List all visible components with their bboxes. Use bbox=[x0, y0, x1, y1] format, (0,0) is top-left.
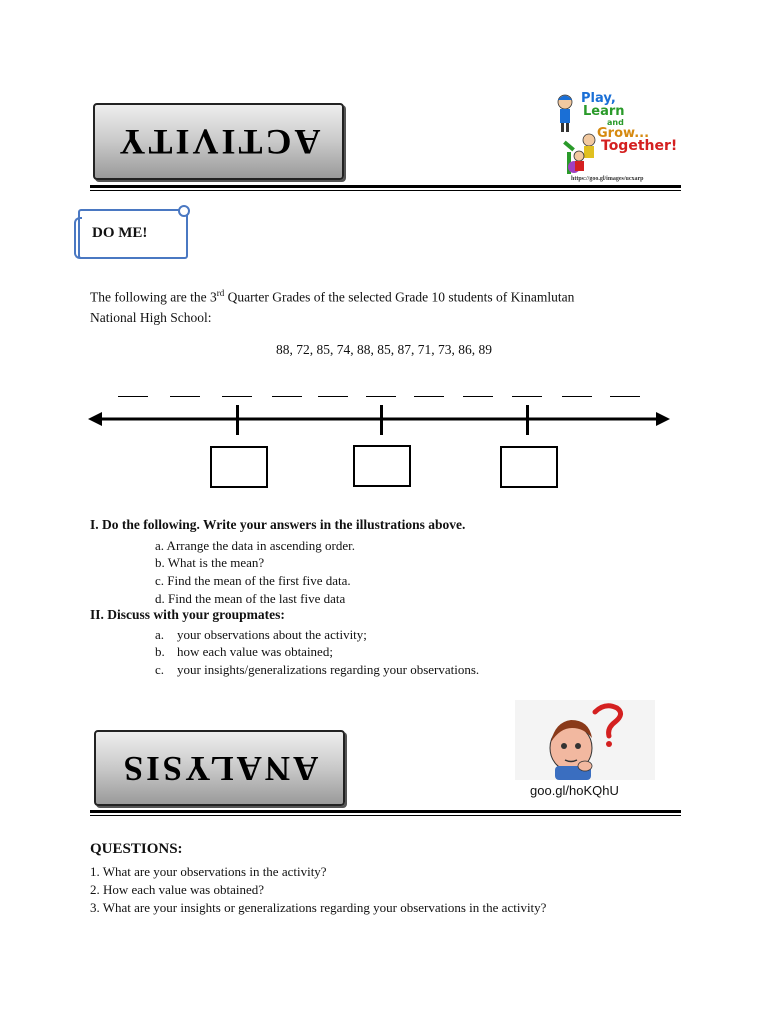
do-me-label: DO ME! bbox=[92, 225, 148, 241]
answer-blank[interactable] bbox=[512, 396, 542, 397]
answer-blank[interactable] bbox=[118, 396, 148, 397]
part1-heading: I. Do the following. Write your answers in the illustrations above. bbox=[90, 517, 466, 532]
part1-item: b. What is the mean? bbox=[155, 555, 265, 570]
intro-paragraph bbox=[90, 283, 690, 328]
question-item: 2. How each value was obtained? bbox=[90, 882, 264, 897]
answer-blank[interactable] bbox=[318, 396, 348, 397]
logo-text-together: Together! bbox=[601, 138, 678, 154]
analysis-image bbox=[515, 700, 655, 780]
part2-item-marker: a. bbox=[155, 627, 165, 642]
part1-item: c. Find the mean of the first five data. bbox=[155, 573, 351, 588]
activity-rule bbox=[90, 185, 681, 188]
answer-box[interactable] bbox=[210, 446, 268, 488]
answer-box[interactable] bbox=[353, 445, 411, 487]
question-item: 3. What are your insights or generalizations regarding your observations in the activity? bbox=[90, 900, 547, 915]
intro-text-start: The following are the 3 bbox=[90, 289, 217, 305]
part1-item: d. Find the mean of the last five data bbox=[155, 591, 346, 606]
answer-blank[interactable] bbox=[610, 396, 640, 397]
activity-rule-thin bbox=[90, 190, 681, 191]
logo-text-learn: Learn bbox=[583, 104, 625, 119]
answer-blank[interactable] bbox=[463, 396, 493, 397]
questions-heading: QUESTIONS: bbox=[90, 841, 183, 857]
number-line-tick bbox=[236, 405, 239, 435]
logo-text-grow: Grow... bbox=[597, 126, 650, 141]
analysis-rule bbox=[90, 810, 681, 813]
number-line bbox=[88, 408, 670, 430]
part2-heading: II. Discuss with your groupmates: bbox=[90, 607, 285, 622]
activity-banner-title: ACTIVITY bbox=[116, 121, 321, 162]
intro-text-end: Quarter Grades of the selected Grade 10 students of Kinamlutan bbox=[224, 289, 575, 305]
logo-text-and: and bbox=[607, 118, 624, 127]
part2-item-marker: c. bbox=[155, 662, 165, 677]
question-item: 1. What are your observations in the activity? bbox=[90, 864, 327, 879]
answer-blank[interactable] bbox=[222, 396, 252, 397]
part2-item: your observations about the activity; bbox=[177, 627, 367, 642]
answer-blank[interactable] bbox=[272, 396, 302, 397]
number-line-tick bbox=[380, 405, 383, 435]
logo-caption[interactable]: https://goo.gl/images/ucxarp bbox=[571, 176, 644, 182]
analysis-banner-title: ANALYSIS bbox=[120, 749, 319, 788]
intro-superscript: rd bbox=[216, 288, 225, 298]
analysis-rule-thin bbox=[90, 815, 681, 816]
answer-blank[interactable] bbox=[414, 396, 444, 397]
data-values: 88, 72, 85, 74, 88, 85, 87, 71, 73, 86, 89 bbox=[276, 342, 492, 357]
thinking-person-icon bbox=[515, 700, 655, 780]
logo-text-play: Play, bbox=[581, 91, 616, 106]
number-line-tick bbox=[526, 405, 529, 435]
part1-item: a. Arrange the data in ascending order. bbox=[155, 538, 355, 553]
activity-logo bbox=[549, 91, 678, 186]
analysis-banner bbox=[94, 730, 345, 806]
activity-banner bbox=[93, 103, 344, 180]
intro-text-line2: National High School: bbox=[90, 309, 212, 325]
answer-box[interactable] bbox=[500, 446, 558, 488]
answer-blank[interactable] bbox=[366, 396, 396, 397]
part2-item: how each value was obtained; bbox=[177, 644, 333, 659]
left-arrow-icon bbox=[88, 412, 102, 426]
right-arrow-icon bbox=[656, 412, 670, 426]
part2-item: your insights/generalizations regarding your observations. bbox=[177, 662, 480, 677]
analysis-image-caption[interactable]: goo.gl/hoKQhU bbox=[530, 783, 619, 798]
answer-blank[interactable] bbox=[562, 396, 592, 397]
do-me-scroll bbox=[78, 209, 188, 259]
answer-blank[interactable] bbox=[170, 396, 200, 397]
part2-item-marker: b. bbox=[155, 644, 165, 659]
